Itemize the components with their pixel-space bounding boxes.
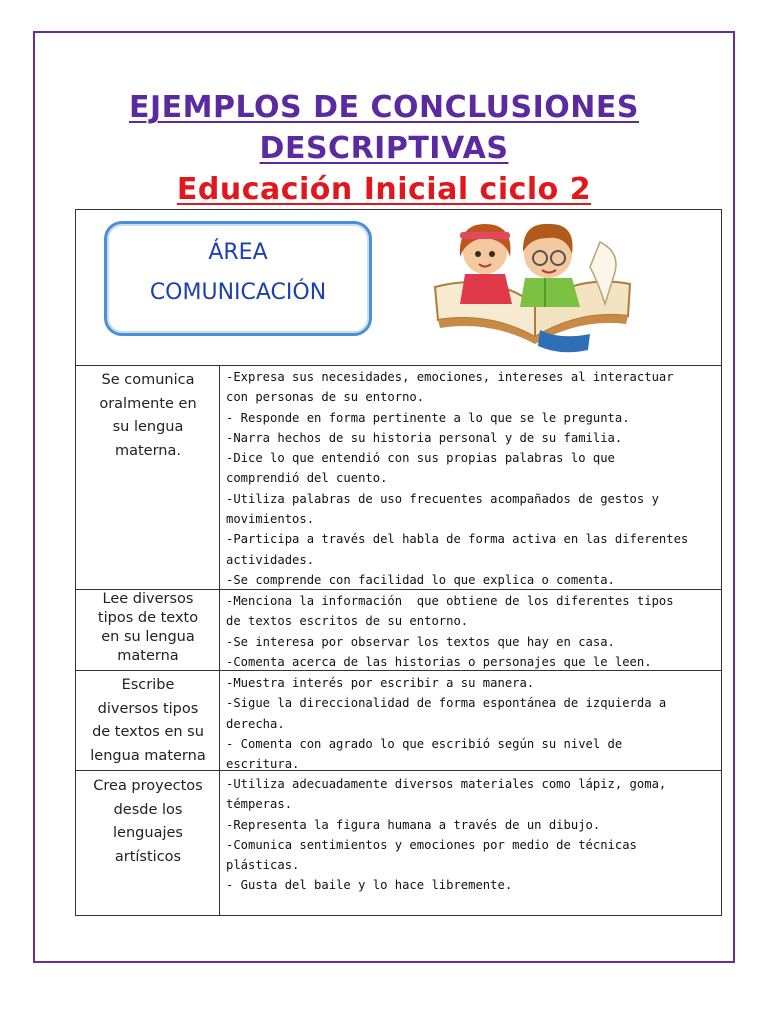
- competency-text: Escribe: [121, 677, 175, 693]
- area-label-line1: ÁREA: [208, 240, 268, 265]
- column-divider: [219, 365, 220, 916]
- conclusion-line: derecha.: [226, 716, 285, 731]
- conclusion-line: -Utiliza adecuadamente diversos materiales como lápiz, goma,: [226, 777, 667, 791]
- conclusion-line: -Representa la figura humana a través de un dibujo.: [226, 817, 601, 832]
- competency-text: en su lengua: [101, 629, 195, 645]
- page-subtitle: Educación Inicial ciclo 2: [176, 172, 592, 207]
- competency-text: su lengua: [112, 419, 184, 435]
- conclusion-line: -Narra hechos de su historia personal y de su familia.: [226, 430, 623, 445]
- competency-text: oralmente en: [99, 395, 197, 412]
- page-title-line1: EJEMPLOS DE CONCLUSIONES: [129, 90, 639, 125]
- conclusion-line: -Comenta acerca de las historias o personajes que le leen.: [226, 654, 652, 669]
- competency-cell-1: [77, 369, 219, 463]
- conclusion-cell-4: [226, 774, 716, 896]
- conclusion-line: con personas de su entorno.: [226, 390, 425, 405]
- conclusion-cell-1: [226, 367, 716, 590]
- competency-text: Lee diversos: [102, 591, 194, 607]
- conclusion-line: - Responde en forma pertinente a lo que se le pregunta.: [226, 410, 630, 425]
- competency-text: materna: [117, 648, 179, 664]
- competency-text: materna.: [114, 442, 181, 459]
- conclusion-cell-2: [226, 591, 716, 672]
- conclusion-line: -Utiliza palabras de uso frecuentes acompañados de gestos y: [226, 491, 659, 506]
- conclusion-line: plásticas.: [226, 858, 300, 873]
- row-divider: [75, 365, 722, 366]
- competency-text: tipos de texto: [97, 610, 199, 626]
- competency-cell-4: [77, 775, 219, 869]
- conclusion-line: -Se comprende con facilidad lo que explica o comenta.: [226, 572, 615, 587]
- conclusion-cell-3: [226, 673, 716, 774]
- conclusion-line: -Sigue la direccionalidad de forma espontánea de izquierda a: [226, 696, 667, 711]
- conclusion-line: - Gusta del baile y lo hace libremente.: [226, 878, 513, 893]
- competency-text: lenguajes: [113, 825, 183, 841]
- area-label-line2: COMUNICACIÓN: [149, 280, 327, 305]
- competency-text: Crea proyectos: [93, 778, 203, 794]
- children-reading-book-illustration: [430, 212, 640, 364]
- conclusion-line: témperas.: [226, 797, 293, 812]
- conclusion-line: movimientos.: [226, 512, 315, 527]
- conclusion-line: -Expresa sus necesidades, emociones, intereses al interactuar: [226, 370, 674, 384]
- conclusion-line: - Comenta con agrado lo que escribió según su nivel de: [226, 736, 623, 751]
- conclusion-line: escritura.: [226, 757, 300, 772]
- conclusion-line: -Muestra interés por escribir a su manera.: [226, 676, 535, 690]
- competency-cell-3: [77, 674, 219, 768]
- conclusion-line: -Dice lo que entendió con sus propias palabras lo que: [226, 451, 615, 466]
- competency-cell-2: [77, 590, 219, 666]
- competency-text: Se comunica: [101, 372, 195, 388]
- competency-text: artísticos: [114, 848, 182, 865]
- conclusion-line: comprendió del cuento.: [226, 471, 388, 486]
- page-title-line2: DESCRIPTIVAS: [259, 131, 509, 166]
- conclusion-line: -Participa a través del habla de forma activa en las diferentes: [226, 532, 689, 547]
- conclusion-line: de textos escritos de su entorno.: [226, 614, 469, 629]
- area-label-box: [104, 221, 372, 336]
- competency-text: diversos tipos: [97, 700, 199, 717]
- conclusion-line: -Se interesa por observar los textos que hay en casa.: [226, 634, 615, 649]
- conclusion-line: -Comunica sentimientos y emociones por medio de técnicas: [226, 837, 637, 852]
- conclusion-line: -Menciona la información que obtiene de los diferentes tipos: [226, 594, 674, 608]
- competency-text: lengua materna: [90, 747, 206, 764]
- competency-text: desde los: [113, 801, 183, 818]
- conclusion-line: actividades.: [226, 552, 315, 567]
- competency-text: de textos en su: [92, 724, 204, 740]
